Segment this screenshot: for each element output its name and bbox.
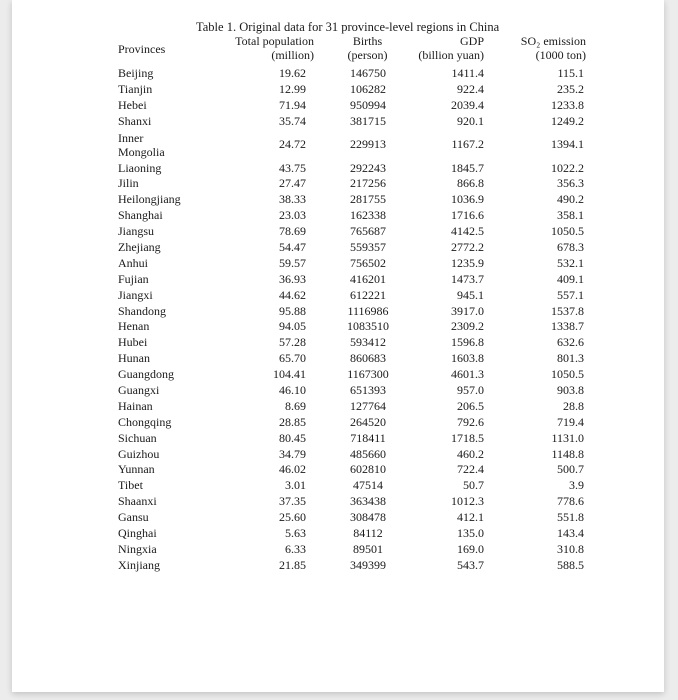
- births-cell: 612221: [350, 287, 386, 302]
- so2-cell: 28.8: [563, 398, 584, 413]
- table-row: [12, 462, 664, 478]
- table-row: [12, 399, 664, 415]
- province-cell: Hunan: [118, 351, 150, 366]
- province-cell: Hainan: [118, 398, 153, 413]
- population-cell: 8.69: [285, 398, 306, 413]
- gdp-cell: 2309.2: [451, 319, 484, 334]
- province-cell: Beijing: [118, 66, 154, 80]
- gdp-cell: 2039.4: [451, 97, 484, 112]
- gdp-cell: 2772.2: [451, 240, 484, 255]
- so2-cell: 500.7: [557, 462, 584, 477]
- population-cell: 57.28: [279, 335, 306, 350]
- gdp-cell: 4142.5: [451, 224, 484, 239]
- population-cell: 46.10: [279, 383, 306, 398]
- province-cell: Ningxia: [118, 541, 157, 556]
- table-row: [12, 335, 664, 351]
- births-cell: 127764: [350, 398, 386, 413]
- population-cell: 28.85: [279, 414, 306, 429]
- births-cell: 860683: [350, 351, 386, 366]
- gdp-cell: 866.8: [457, 176, 484, 191]
- province-cell: Shaanxi: [118, 494, 157, 509]
- province-cell: Shandong: [118, 303, 166, 318]
- so2-cell: 1050.5: [551, 367, 584, 382]
- population-cell: 43.75: [279, 160, 306, 175]
- so2-cell: 678.3: [557, 240, 584, 255]
- so2-cell: 1022.2: [551, 160, 584, 175]
- gdp-cell: 722.4: [457, 462, 484, 477]
- so2-cell: 778.6: [557, 494, 584, 509]
- population-cell: 80.45: [279, 430, 306, 445]
- header-births-unit: (person): [347, 48, 388, 62]
- so2-cell: 235.2: [557, 81, 584, 96]
- so2-cell: 409.1: [557, 271, 584, 286]
- gdp-cell: 1012.3: [451, 494, 484, 509]
- gdp-cell: 1473.7: [451, 271, 484, 286]
- population-cell: 34.79: [279, 446, 306, 461]
- table-row: [12, 82, 664, 98]
- header-gdp-title: GDP: [459, 34, 484, 48]
- province-cell: Guangxi: [118, 383, 160, 398]
- births-cell: 765687: [350, 224, 386, 239]
- header-population: [204, 34, 314, 62]
- province-cell: Fujian: [118, 271, 149, 286]
- births-cell: 1083510: [347, 319, 389, 334]
- province-cell: Tianjin: [118, 81, 153, 96]
- births-cell: 381715: [350, 113, 386, 128]
- header-provinces: Provinces: [118, 42, 166, 56]
- population-cell: 59.57: [279, 255, 306, 270]
- province-cell: Qinghai: [118, 526, 157, 541]
- population-cell: 38.33: [279, 192, 306, 207]
- so2-cell: 557.1: [557, 287, 584, 302]
- province-cell: Liaoning: [118, 160, 162, 175]
- table-row: [12, 272, 664, 288]
- births-cell: 146750: [350, 66, 386, 80]
- table-row: [12, 542, 664, 558]
- births-cell: 349399: [350, 557, 386, 572]
- births-cell: 292243: [350, 160, 386, 175]
- header-gdp-unit: (billion yuan): [418, 48, 484, 62]
- province-cell: Shanghai: [118, 208, 163, 223]
- gdp-cell: 3917.0: [451, 303, 484, 318]
- population-cell: 54.47: [279, 240, 306, 255]
- table-row: [12, 558, 664, 574]
- province-cell: Guangdong: [118, 367, 174, 382]
- table-row: [12, 208, 664, 224]
- so2-cell: 3.9: [569, 478, 584, 493]
- table-row: [12, 98, 664, 114]
- gdp-cell: 412.1: [457, 510, 484, 525]
- births-cell: 718411: [350, 430, 386, 445]
- province-cell: Gansu: [118, 510, 149, 525]
- so2-cell: 1233.8: [551, 97, 584, 112]
- population-cell: 95.88: [279, 303, 306, 318]
- so2-cell: 551.8: [557, 510, 584, 525]
- province-cell: Anhui: [118, 255, 148, 270]
- so2-cell: 903.8: [557, 383, 584, 398]
- births-cell: 756502: [350, 255, 386, 270]
- table-row: [12, 176, 664, 192]
- births-cell: 1167300: [347, 367, 389, 382]
- gdp-cell: 4601.3: [451, 367, 484, 382]
- table-row: [12, 256, 664, 272]
- gdp-cell: 922.4: [457, 81, 484, 96]
- province-cell: Tibet: [118, 478, 143, 493]
- so2-cell: 1131.0: [551, 430, 584, 445]
- table-row: [12, 161, 664, 177]
- so2-cell: 310.8: [557, 541, 584, 556]
- so2-cell: 1148.8: [551, 446, 584, 461]
- header-births-title: Births: [352, 34, 383, 48]
- table-row: [12, 447, 664, 463]
- header-so2: [510, 34, 586, 62]
- population-cell: 19.62: [279, 66, 306, 80]
- gdp-cell: 1845.7: [451, 160, 484, 175]
- so2-cell: 1394.1: [551, 136, 584, 151]
- province-cell: Henan: [118, 319, 150, 334]
- table-row: [12, 494, 664, 510]
- table-row: [12, 383, 664, 399]
- gdp-cell: 543.7: [457, 557, 484, 572]
- gdp-cell: 1036.9: [451, 192, 484, 207]
- province-cell: Xinjiang: [118, 557, 160, 572]
- table-row: [12, 130, 664, 161]
- table-row: [12, 510, 664, 526]
- header-so2-unit: (1000 ton): [535, 48, 586, 62]
- province-cell: Jiangxi: [118, 287, 153, 302]
- table-row: [12, 288, 664, 304]
- province-cell: Guizhou: [118, 446, 160, 461]
- header-births: [330, 34, 405, 62]
- births-cell: 485660: [350, 446, 386, 461]
- table-row: [12, 367, 664, 383]
- so2-cell: 588.5: [557, 557, 584, 572]
- population-cell: 37.35: [279, 494, 306, 509]
- births-cell: 217256: [350, 176, 386, 191]
- gdp-cell: 460.2: [457, 446, 484, 461]
- table-row: [12, 114, 664, 130]
- header-gdp: [404, 34, 484, 62]
- births-cell: 416201: [350, 271, 386, 286]
- population-cell: 65.70: [279, 351, 306, 366]
- population-cell: 78.69: [279, 224, 306, 239]
- population-cell: 104.41: [273, 367, 306, 382]
- table-body: [12, 66, 664, 574]
- population-cell: 12.99: [279, 81, 306, 96]
- province-cell: Inner Mongolia: [118, 130, 165, 159]
- population-cell: 3.01: [285, 478, 306, 493]
- gdp-cell: 1718.5: [451, 430, 484, 445]
- gdp-cell: 920.1: [457, 113, 484, 128]
- table-row: [12, 319, 664, 335]
- table-row: [12, 240, 664, 256]
- births-cell: 229913: [350, 136, 386, 151]
- gdp-cell: 945.1: [457, 287, 484, 302]
- header-population-title: Total population: [235, 34, 314, 48]
- births-cell: 106282: [350, 81, 386, 96]
- gdp-cell: 1596.8: [451, 335, 484, 350]
- so2-cell: 719.4: [557, 414, 584, 429]
- table-row: [12, 224, 664, 240]
- province-cell: Hubei: [118, 335, 148, 350]
- so2-cell: 115.1: [557, 66, 584, 80]
- population-cell: 21.85: [279, 557, 306, 572]
- gdp-cell: 169.0: [457, 541, 484, 556]
- header-so2-title: SO₂ emission: [520, 34, 586, 48]
- births-cell: 89501: [353, 541, 383, 556]
- province-cell: Jiangsu: [118, 224, 154, 239]
- table-row: [12, 351, 664, 367]
- so2-cell: 532.1: [557, 255, 584, 270]
- so2-cell: 356.3: [557, 176, 584, 191]
- province-cell: Sichuan: [118, 430, 157, 445]
- population-cell: 46.02: [279, 462, 306, 477]
- population-cell: 5.63: [285, 526, 306, 541]
- births-cell: 308478: [350, 510, 386, 525]
- births-cell: 1116986: [347, 303, 389, 318]
- so2-cell: 490.2: [557, 192, 584, 207]
- births-cell: 363438: [350, 494, 386, 509]
- gdp-cell: 135.0: [457, 526, 484, 541]
- table-row: [12, 478, 664, 494]
- table-row: [12, 66, 664, 82]
- gdp-cell: 1167.2: [451, 136, 484, 151]
- province-cell: Chongqing: [118, 414, 172, 429]
- population-cell: 71.94: [279, 97, 306, 112]
- births-cell: 84112: [353, 526, 383, 541]
- population-cell: 94.05: [279, 319, 306, 334]
- population-cell: 23.03: [279, 208, 306, 223]
- gdp-cell: 1235.9: [451, 255, 484, 270]
- table-row: [12, 415, 664, 431]
- so2-cell: 1050.5: [551, 224, 584, 239]
- population-cell: 27.47: [279, 176, 306, 191]
- population-cell: 36.93: [279, 271, 306, 286]
- province-cell: Yunnan: [118, 462, 155, 477]
- table-row: [12, 192, 664, 208]
- births-cell: 559357: [350, 240, 386, 255]
- so2-cell: 632.6: [557, 335, 584, 350]
- population-cell: 24.72: [279, 136, 306, 151]
- header-population-unit: (million): [271, 48, 314, 62]
- gdp-cell: 792.6: [457, 414, 484, 429]
- population-cell: 25.60: [279, 510, 306, 525]
- births-cell: 950994: [350, 97, 386, 112]
- province-cell: Heilongjiang: [118, 192, 181, 207]
- gdp-cell: 1411.4: [451, 66, 484, 80]
- births-cell: 602810: [350, 462, 386, 477]
- province-cell: Shanxi: [118, 113, 152, 128]
- population-cell: 6.33: [285, 541, 306, 556]
- so2-cell: 143.4: [557, 526, 584, 541]
- table-caption: Table 1. Original data for 31 province-level regions in China: [196, 20, 500, 34]
- gdp-cell: 1716.6: [451, 208, 484, 223]
- population-cell: 44.62: [279, 287, 306, 302]
- province-cell: Jilin: [118, 176, 139, 191]
- province-cell: Zhejiang: [118, 240, 161, 255]
- province-cell: Hebei: [118, 97, 147, 112]
- gdp-cell: 50.7: [463, 478, 484, 493]
- table-row: [12, 431, 664, 447]
- so2-cell: 1537.8: [551, 303, 584, 318]
- so2-cell: 801.3: [557, 351, 584, 366]
- births-cell: 162338: [350, 208, 386, 223]
- births-cell: 651393: [350, 383, 386, 398]
- population-cell: 35.74: [279, 113, 306, 128]
- gdp-cell: 206.5: [457, 398, 484, 413]
- so2-cell: 1338.7: [551, 319, 584, 334]
- so2-cell: 1249.2: [551, 113, 584, 128]
- gdp-cell: 957.0: [457, 383, 484, 398]
- document-page: [12, 0, 664, 692]
- births-cell: 264520: [350, 414, 386, 429]
- gdp-cell: 1603.8: [451, 351, 484, 366]
- table-row: [12, 304, 664, 320]
- births-cell: 47514: [353, 478, 383, 493]
- so2-cell: 358.1: [557, 208, 584, 223]
- births-cell: 593412: [350, 335, 386, 350]
- table-row: [12, 526, 664, 542]
- births-cell: 281755: [350, 192, 386, 207]
